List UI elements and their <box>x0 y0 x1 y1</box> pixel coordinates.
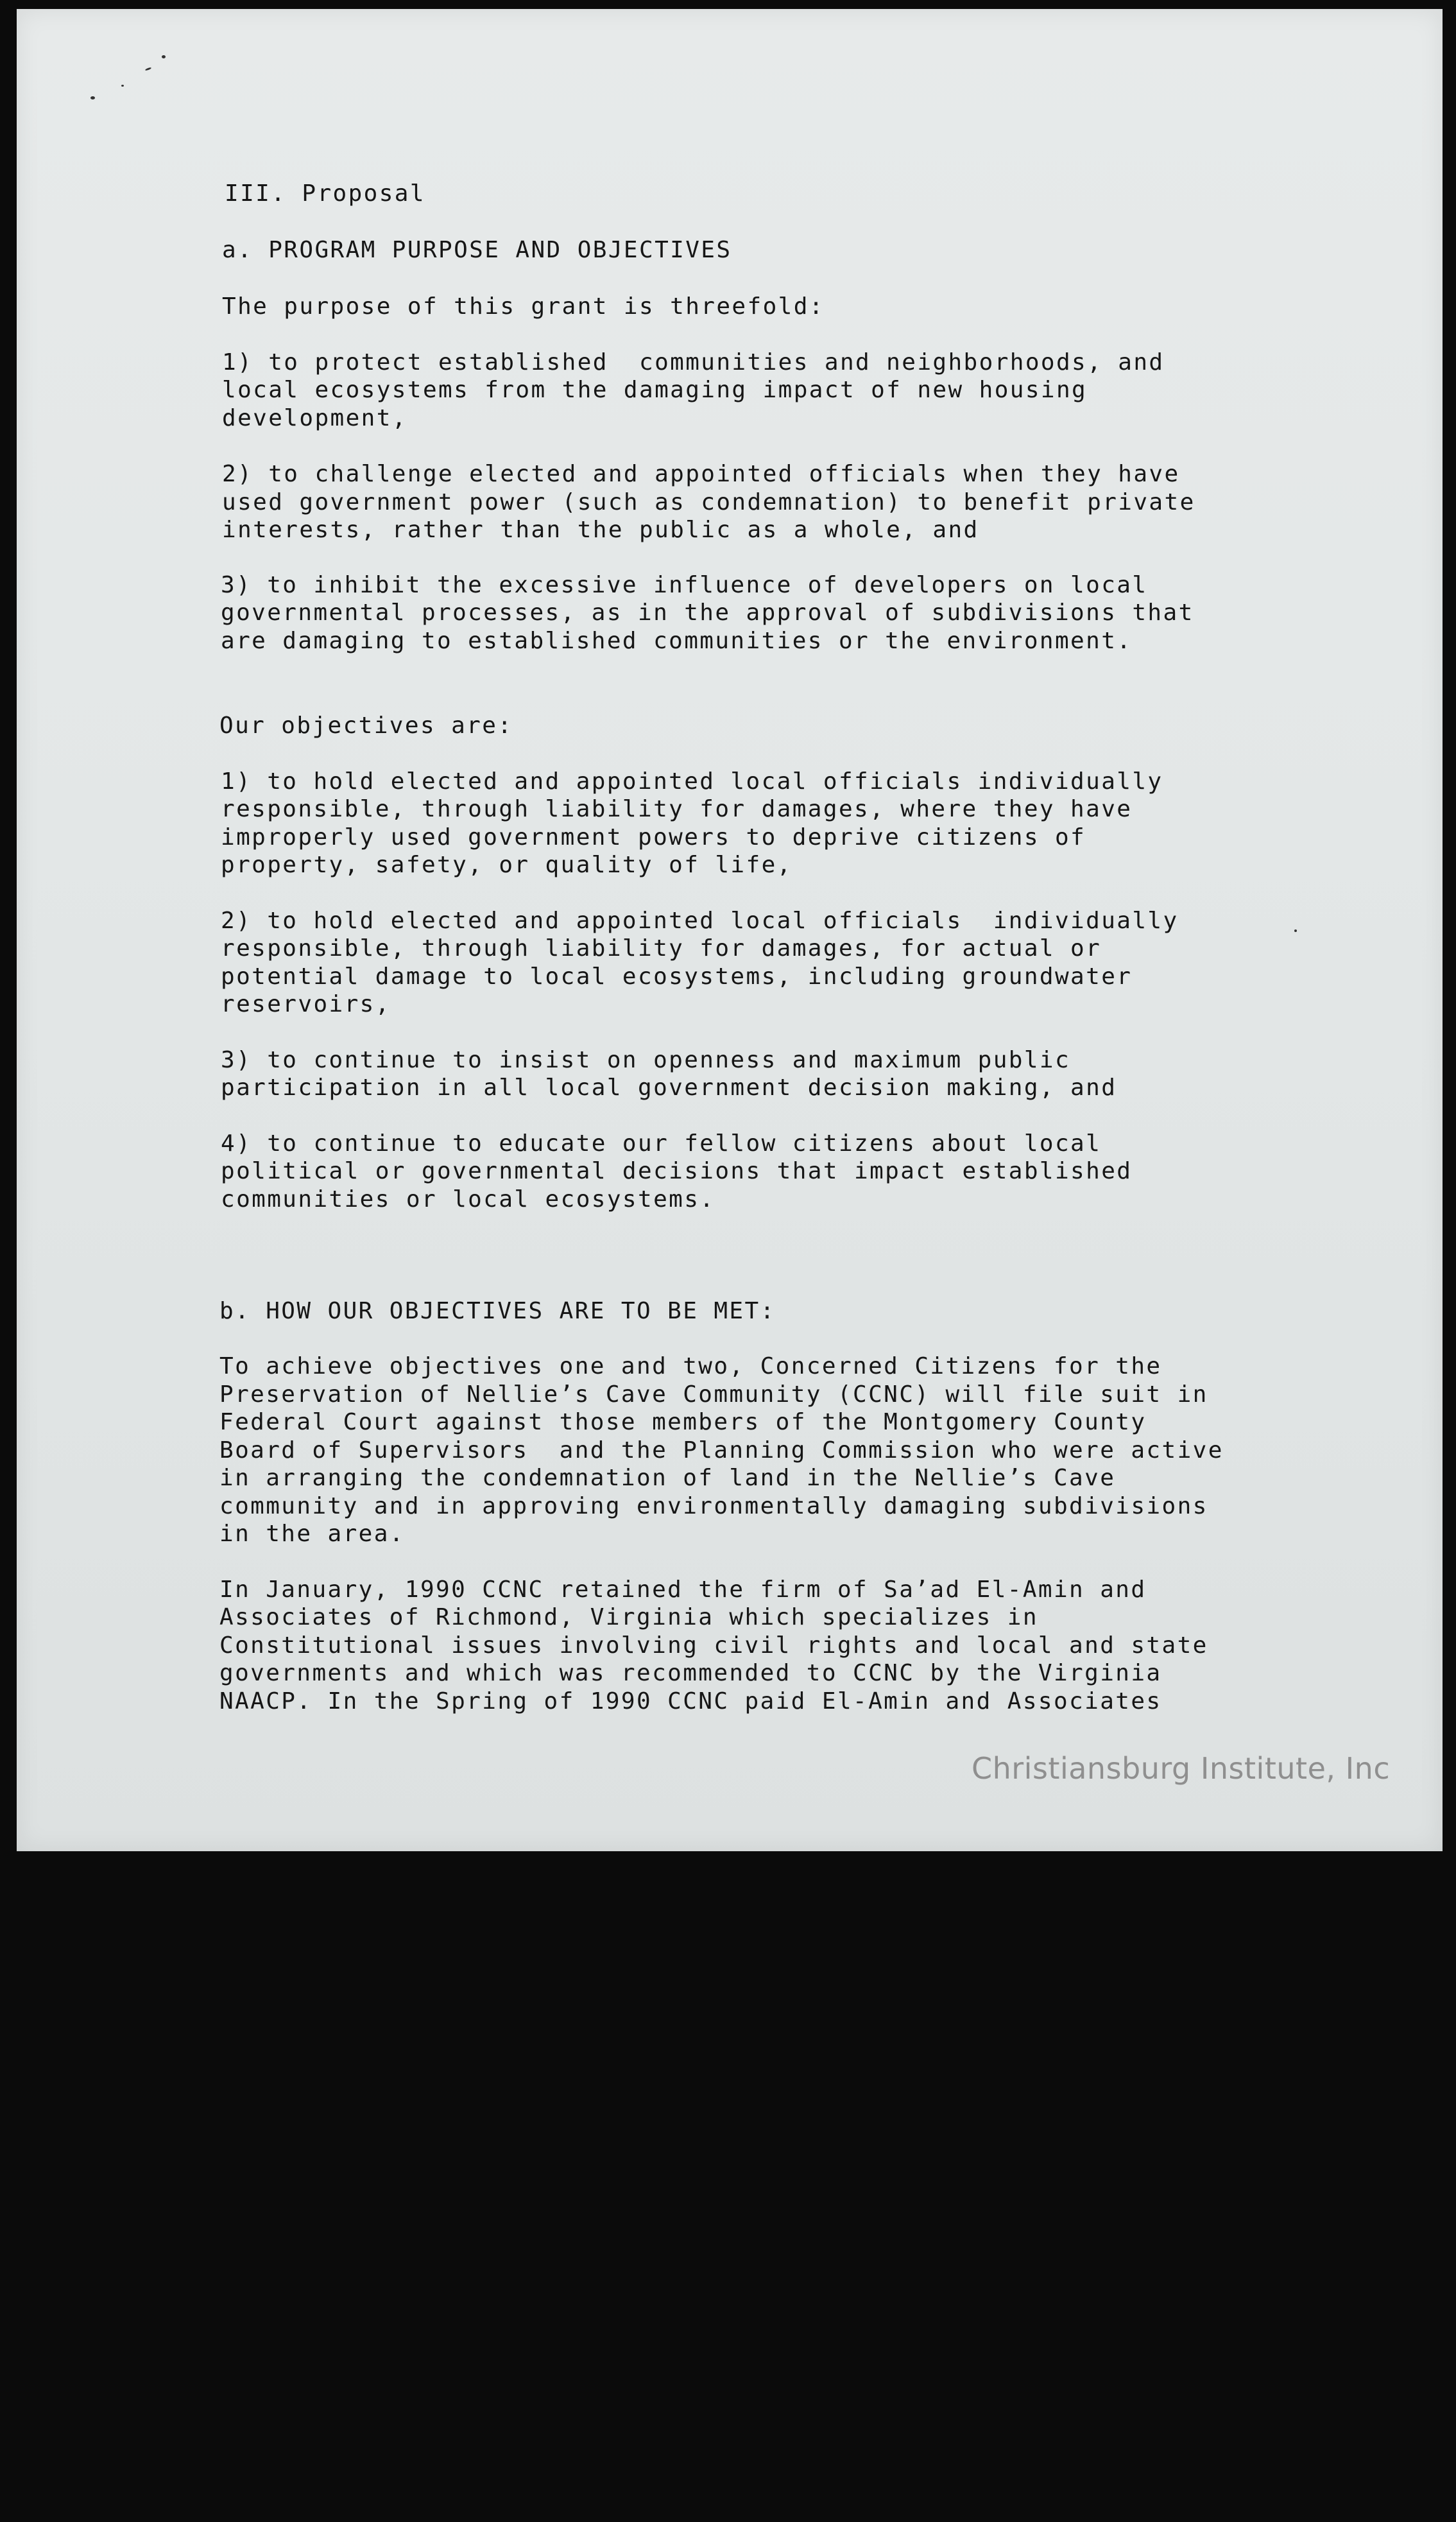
text-line: Constitutional issues involving civil rights and local and state <box>219 1632 1208 1659</box>
text-line: development, <box>222 405 407 431</box>
text-line: in arranging the condemnation of land in the Nellie’s Cave <box>219 1465 1116 1491</box>
part-b-heading: b. HOW OUR OBJECTIVES ARE TO BE MET: <box>219 1298 776 1324</box>
text-line: 3) to continue to insist on openness and maximum public <box>221 1047 1071 1073</box>
text-line: 1) to hold elected and appointed local officials individually <box>221 768 1163 795</box>
text-line: potential damage to local ecosystems, including groundwater <box>221 963 1133 990</box>
text-line: are damaging to established communities or the environment. <box>221 628 1133 654</box>
text-line: 2) to challenge elected and appointed officials when they have <box>222 461 1180 487</box>
text-line: Board of Supervisors and the Planning Commission who were active <box>219 1437 1224 1464</box>
text-line: community and in approving environmentally damaging subdivisions <box>219 1493 1208 1519</box>
text-line: To achieve objectives one and two, Concerned Citizens for the <box>219 1353 1162 1379</box>
text-line: Associates of Richmond, Virginia which specializes in <box>219 1604 1038 1630</box>
text-line: 4) to continue to educate our fellow citizens about local <box>221 1130 1102 1157</box>
text-line: 1) to protect established communities and neighborhoods, and <box>222 349 1165 376</box>
objectives-intro: Our objectives are: <box>219 713 513 739</box>
text-line: responsible, through liability for damages, where they have <box>221 796 1133 822</box>
text-line: responsible, through liability for damages, for actual or <box>221 935 1102 962</box>
text-line: NAACP. In the Spring of 1990 CCNC paid El-Amin and Associates <box>219 1688 1162 1714</box>
text-line: governmental processes, as in the approval of subdivisions that <box>221 600 1194 626</box>
section-heading: III. Proposal <box>225 180 425 207</box>
text-line: communities or local ecosystems. <box>221 1186 715 1213</box>
text-line: participation in all local government decision making, and <box>221 1075 1117 1101</box>
text-line: governments and which was recommended to CCNC by the Virginia <box>219 1660 1162 1686</box>
watermark: Christiansburg Institute, Inc <box>972 1751 1391 1786</box>
part-a-heading: a. PROGRAM PURPOSE AND OBJECTIVES <box>222 237 732 263</box>
text-line: local ecosystems from the damaging impact of new housing <box>222 377 1088 403</box>
text-line: political or governmental decisions that impact established <box>221 1158 1133 1184</box>
ink-speck <box>121 85 124 87</box>
text-line: reservoirs, <box>221 991 391 1017</box>
text-line: 2) to hold elected and appointed local officials individually <box>221 908 1179 934</box>
text-line: In January, 1990 CCNC retained the firm of Sa’ad El-Amin and <box>219 1576 1147 1603</box>
text-line: 3) to inhibit the excessive influence of developers on local <box>221 572 1148 598</box>
text-line: in the area. <box>219 1521 405 1547</box>
text-line: property, safety, or quality of life, <box>221 852 792 878</box>
text-line: Federal Court against those members of the Montgomery County <box>219 1409 1147 1435</box>
text-line: used government power (such as condemnation) to benefit private <box>222 489 1195 515</box>
document-page <box>17 9 1443 1851</box>
text-line: improperly used government powers to deprive citizens of <box>221 824 1086 851</box>
purpose-intro: The purpose of this grant is threefold: <box>222 293 825 320</box>
text-line: interests, rather than the public as a whole, and <box>222 517 979 543</box>
ink-speck <box>162 55 166 58</box>
text-line: Preservation of Nellie’s Cave Community (CCNC) will file suit in <box>219 1381 1208 1408</box>
ink-speck <box>145 67 151 71</box>
ink-speck <box>1294 929 1297 932</box>
